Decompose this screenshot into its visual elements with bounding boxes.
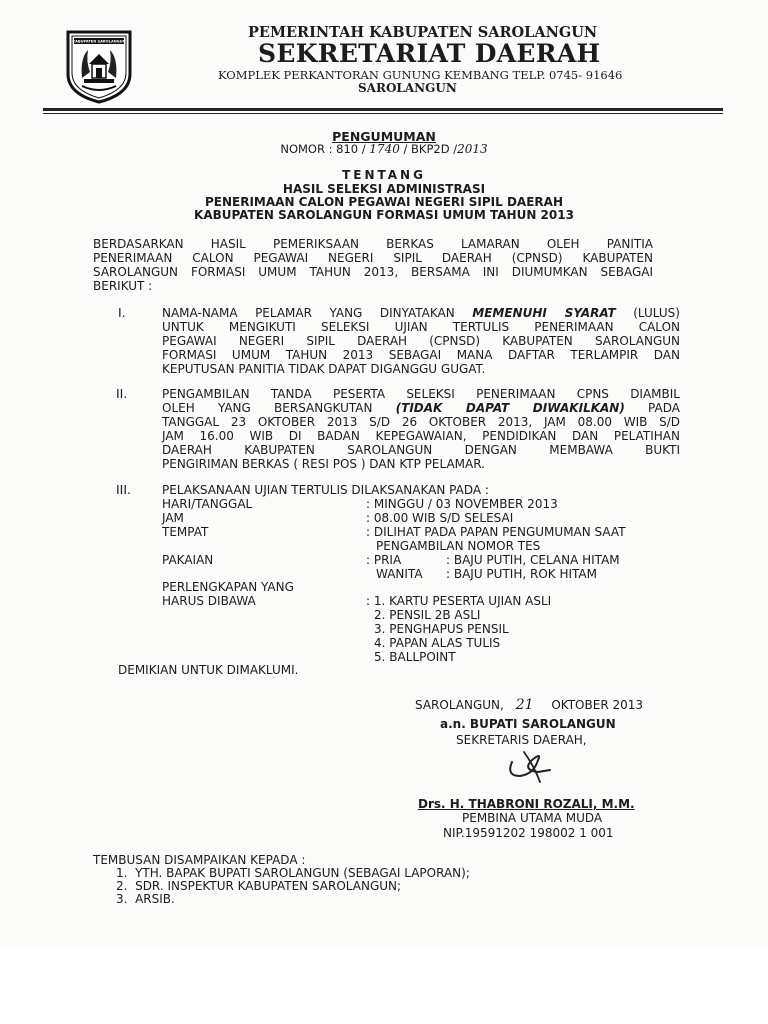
equipment-label: PERLENGKAPAN YANG [162, 580, 294, 594]
item-i-line: FORMASI UMUM TAHUN 2013 SEBAGAI MANA DAFTAR TERLAMPIR DAN [162, 348, 680, 362]
item-ii-line: PENGAMBILAN TANDA PESERTA SELEKSI PENERIMAAN CPNS DIAMBIL [162, 387, 680, 401]
item-iii-intro: PELAKSANAAN UJIAN TERTULIS DILAKSANAKAN PADA : [162, 483, 489, 497]
item-ii-line [162, 401, 680, 415]
item-numeral: II. [116, 386, 128, 401]
item-ii-line: TANGGAL 23 OKTOBER 2013 S/D 26 OKTOBER 2013, JAM 08.00 WIB S/D [162, 415, 680, 429]
signature-place: SAROLANGUN, [415, 698, 504, 712]
office-address: KOMPLEK PERKANTORAN GUNUNG KEMBANG TELP. 0745- 91646 [218, 68, 623, 82]
intro-paragraph [93, 237, 653, 293]
equipment-item: 4. PAPAN ALAS TULIS [374, 636, 501, 650]
office-city: SAROLANGUN [358, 81, 457, 95]
letterhead-rule-thin [43, 113, 723, 114]
item-ii-post: PADA [648, 401, 680, 415]
female-dress: : BAJU PUTIH, ROK HITAM [446, 567, 597, 581]
number-year-handwritten: 2013 [457, 142, 488, 156]
number-mid: / BKP2D / [403, 142, 458, 156]
letterhead-rule-thick [43, 108, 723, 111]
signature-place-date [415, 698, 643, 712]
item-ii-emphasis: (TIDAK DAPAT DIWAKILKAN) [395, 401, 625, 415]
handwritten-signature [498, 748, 558, 788]
item-i-emphasis: MEMENUHI SYARAT [472, 306, 616, 320]
regency-emblem-logo [62, 28, 136, 104]
number-handwritten: 1740 [369, 142, 400, 156]
item-i-line: UNTUK MENGIKUTI SELEKSI UJIAN TERTULIS PENERIMAAN CALON [162, 320, 680, 334]
intro-line: BERDASARKAN HASIL PEMERIKSAAN BERKAS LAMARAN OLEH PANITIA [93, 237, 653, 251]
item-i-pre: NAMA-NAMA PELAMAR YANG DINYATAKAN [162, 306, 455, 320]
intro-line: BERIKUT : [93, 279, 153, 293]
item-i-line [162, 306, 680, 320]
signatory-nip: NIP.19591202 198002 1 001 [443, 826, 614, 840]
date-value: : MINGGU / 03 NOVEMBER 2013 [366, 497, 558, 511]
cc-item: 1. YTH. BAPAK BUPATI SAROLANGUN (SEBAGAI LAPORAN); [116, 866, 470, 880]
announcement-heading: PENGUMUMAN [332, 129, 436, 144]
item-i-line: PEGAWAI NEGERI SIPIL DAERAH (CPNSD) KABUPATEN SAROLANGUN [162, 334, 680, 348]
signature-month-year: OKTOBER 2013 [551, 698, 644, 712]
time-label: JAM [162, 511, 184, 525]
item-i-line: KEPUTUSAN PANITIA TIDAK DAPAT DIGANGGU GUGAT. [162, 362, 486, 376]
cc-item: 3. ARSIB. [116, 892, 175, 906]
item-numeral: III. [116, 482, 132, 497]
time-value: : 08.00 WIB S/D SELESAI [366, 511, 514, 525]
male-dress: : BAJU PUTIH, CELANA HITAM [446, 553, 620, 567]
announcement-title-line: KABUPATEN SAROLANGUN FORMASI UMUM TAHUN 2013 [194, 208, 574, 222]
intro-line: SAROLANGUN FORMASI UMUM TAHUN 2013, BERSAMA INI DIUMUMKAN SEBAGAI [93, 265, 653, 279]
dress-label: PAKAIAN [162, 553, 214, 567]
equipment-item: 3. PENGHAPUS PENSIL [374, 622, 509, 636]
signature-on-behalf: a.n. BUPATI SAROLANGUN [440, 717, 616, 731]
place-value: : DILIHAT PADA PAPAN PENGUMUMAN SAAT [366, 525, 626, 539]
equipment-item: 5. BALLPOINT [374, 650, 456, 664]
government-name: PEMERINTAH KABUPATEN SAROLANGUN [248, 24, 598, 41]
announcement-title-line: HASIL SELEKSI ADMINISTRASI [282, 182, 486, 196]
item-ii-line: DAERAH KABUPATEN SAROLANGUN DENGAN MEMBAWA BUKTI [162, 443, 680, 457]
item-numeral: I. [118, 305, 126, 320]
about-label: TENTANG [342, 168, 426, 182]
item-ii-pre: OLEH YANG BERSANGKUTAN [162, 401, 373, 415]
cc-heading: TEMBUSAN DISAMPAIKAN KEPADA : [93, 853, 306, 867]
equipment-item: : 1. KARTU PESERTA UJIAN ASLI [366, 594, 552, 608]
number-prefix: NOMOR : 810 / [280, 142, 366, 156]
page-margin [0, 945, 768, 1024]
female-label: WANITA [376, 567, 423, 581]
item-i-text [162, 306, 680, 376]
place-label: TEMPAT [162, 525, 209, 539]
announcement-number [84, 142, 684, 156]
date-label: HARI/TANGGAL [162, 497, 253, 511]
item-i-post: (LULUS) [633, 306, 680, 320]
equipment-label-cont: HARUS DIBAWA [162, 594, 256, 608]
item-ii-line: JAM 16.00 WIB DI BADAN KEPEGAWAIAN, PENDIDIKAN DAN PELATIHAN [162, 429, 680, 443]
closing-statement: DEMIKIAN UNTUK DIMAKLUMI. [118, 663, 299, 677]
male-label: : PRIA [366, 553, 402, 567]
equipment-item: 2. PENSIL 2B ASLI [374, 608, 481, 622]
signatory-name: Drs. H. THABRONI ROZALI, M.M. [418, 797, 635, 811]
place-value-cont: PENGAMBILAN NOMOR TES [376, 539, 541, 553]
intro-line: PENERIMAAN CALON PEGAWAI NEGERI SIPIL DAERAH (CPNSD) KABUPATEN [93, 251, 653, 265]
signature-position: SEKRETARIS DAERAH, [456, 733, 587, 747]
item-ii-line: PENGIRIMAN BERKAS ( RESI POS ) DAN KTP PELAMAR. [162, 457, 485, 471]
cc-item: 2. SDR. INSPEKTUR KABUPATEN SAROLANGUN; [116, 879, 402, 893]
svg-text:KABUPATEN SAROLANGUN: KABUPATEN SAROLANGUN [72, 39, 126, 44]
office-name: SEKRETARIAT DAERAH [258, 39, 601, 68]
announcement-title-line: PENERIMAAN CALON PEGAWAI NEGERI SIPIL DAERAH [204, 195, 563, 209]
signatory-rank: PEMBINA UTAMA MUDA [462, 811, 603, 825]
item-ii-text [162, 387, 680, 471]
signature-day-handwritten: 21 [515, 697, 534, 713]
